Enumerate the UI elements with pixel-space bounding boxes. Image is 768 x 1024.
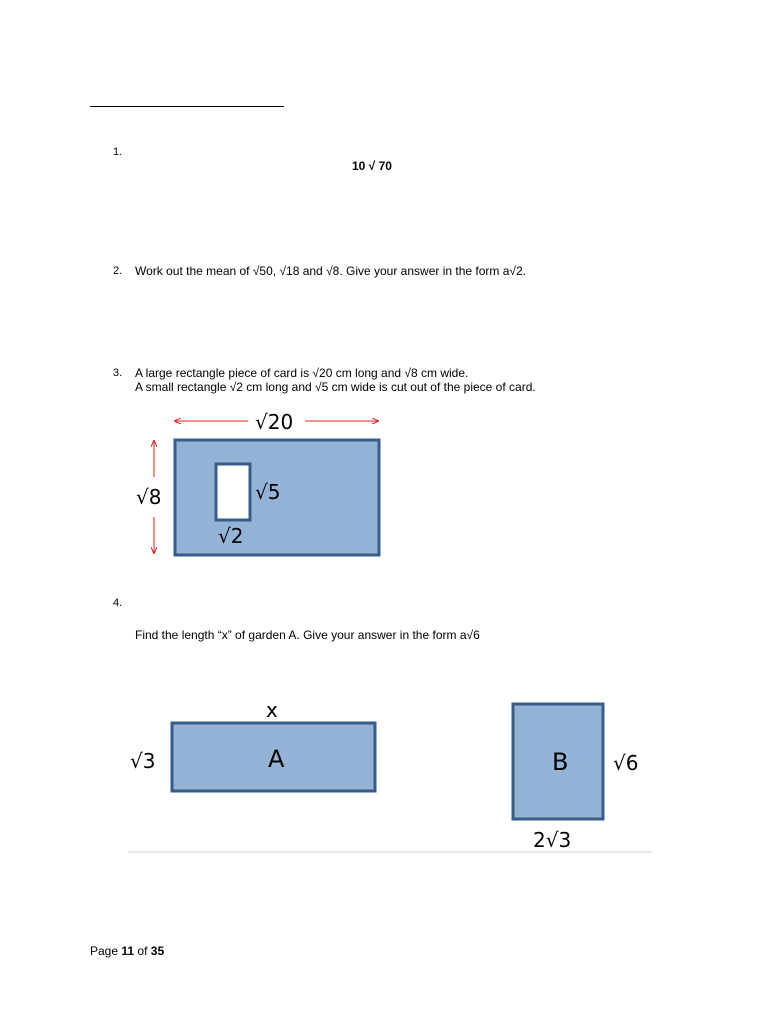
question-3-line-1: A large rectangle piece of card is √20 cm long and √8 cm wide. — [135, 366, 469, 380]
question-1-expression: 10 √ 70 — [352, 159, 392, 173]
garden-a-length-label: x — [266, 698, 278, 722]
question-4-number: 4. — [113, 597, 123, 609]
garden-b-name: B — [552, 748, 569, 776]
cut-out-rectangle — [216, 464, 250, 520]
footer-page-word: Page — [90, 944, 119, 958]
cut-height-label: √5 — [255, 480, 281, 504]
question-3-line-2: A small rectangle √2 cm long and √5 cm wide is cut out of the piece of card. — [135, 380, 536, 394]
header-rule — [90, 106, 284, 107]
question-2-number: 2. — [113, 265, 123, 277]
question-2-text: Work out the mean of √50, √18 and √8. Give your answer in the form a√2. — [135, 264, 526, 278]
footer-total-pages: 35 — [150, 944, 165, 958]
cut-width-label: √2 — [218, 524, 244, 548]
question-4-text: Find the length “x” of garden A. Give your answer in the form a√6 — [135, 628, 480, 642]
length-label: √20 — [255, 410, 294, 434]
question-3-number: 3. — [113, 367, 123, 379]
footer-of-word: of — [137, 944, 148, 958]
garden-a-name: A — [268, 745, 285, 773]
footer-page-number: 11 — [121, 944, 135, 958]
gardens-diagram — [128, 690, 652, 856]
page-footer — [90, 944, 164, 958]
garden-b-bottom-label: 2√3 — [533, 828, 572, 852]
question-1-number: 1. — [113, 146, 123, 158]
garden-b-side-label: √6 — [613, 751, 639, 775]
width-label: √8 — [136, 485, 162, 509]
garden-a-width-label: √3 — [130, 749, 156, 773]
card-diagram — [130, 405, 390, 565]
